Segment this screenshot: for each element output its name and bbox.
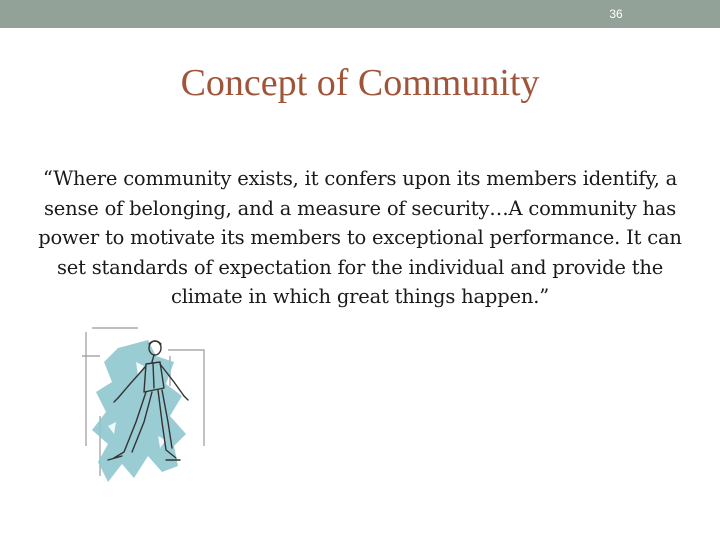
quote-text: “Where community exists, it confers upon its members identify, a sense of belonging, and a measure of security…A community has power to motivate its members to exceptional performance. It can set standards of expectation for the individual and provide the climate in which great things happen.”	[38, 167, 682, 308]
slide-title: Concept of Community	[180, 62, 540, 104]
walking-man-illustration	[78, 326, 208, 486]
top-bar	[0, 0, 720, 28]
slide-number: 36	[609, 7, 623, 21]
